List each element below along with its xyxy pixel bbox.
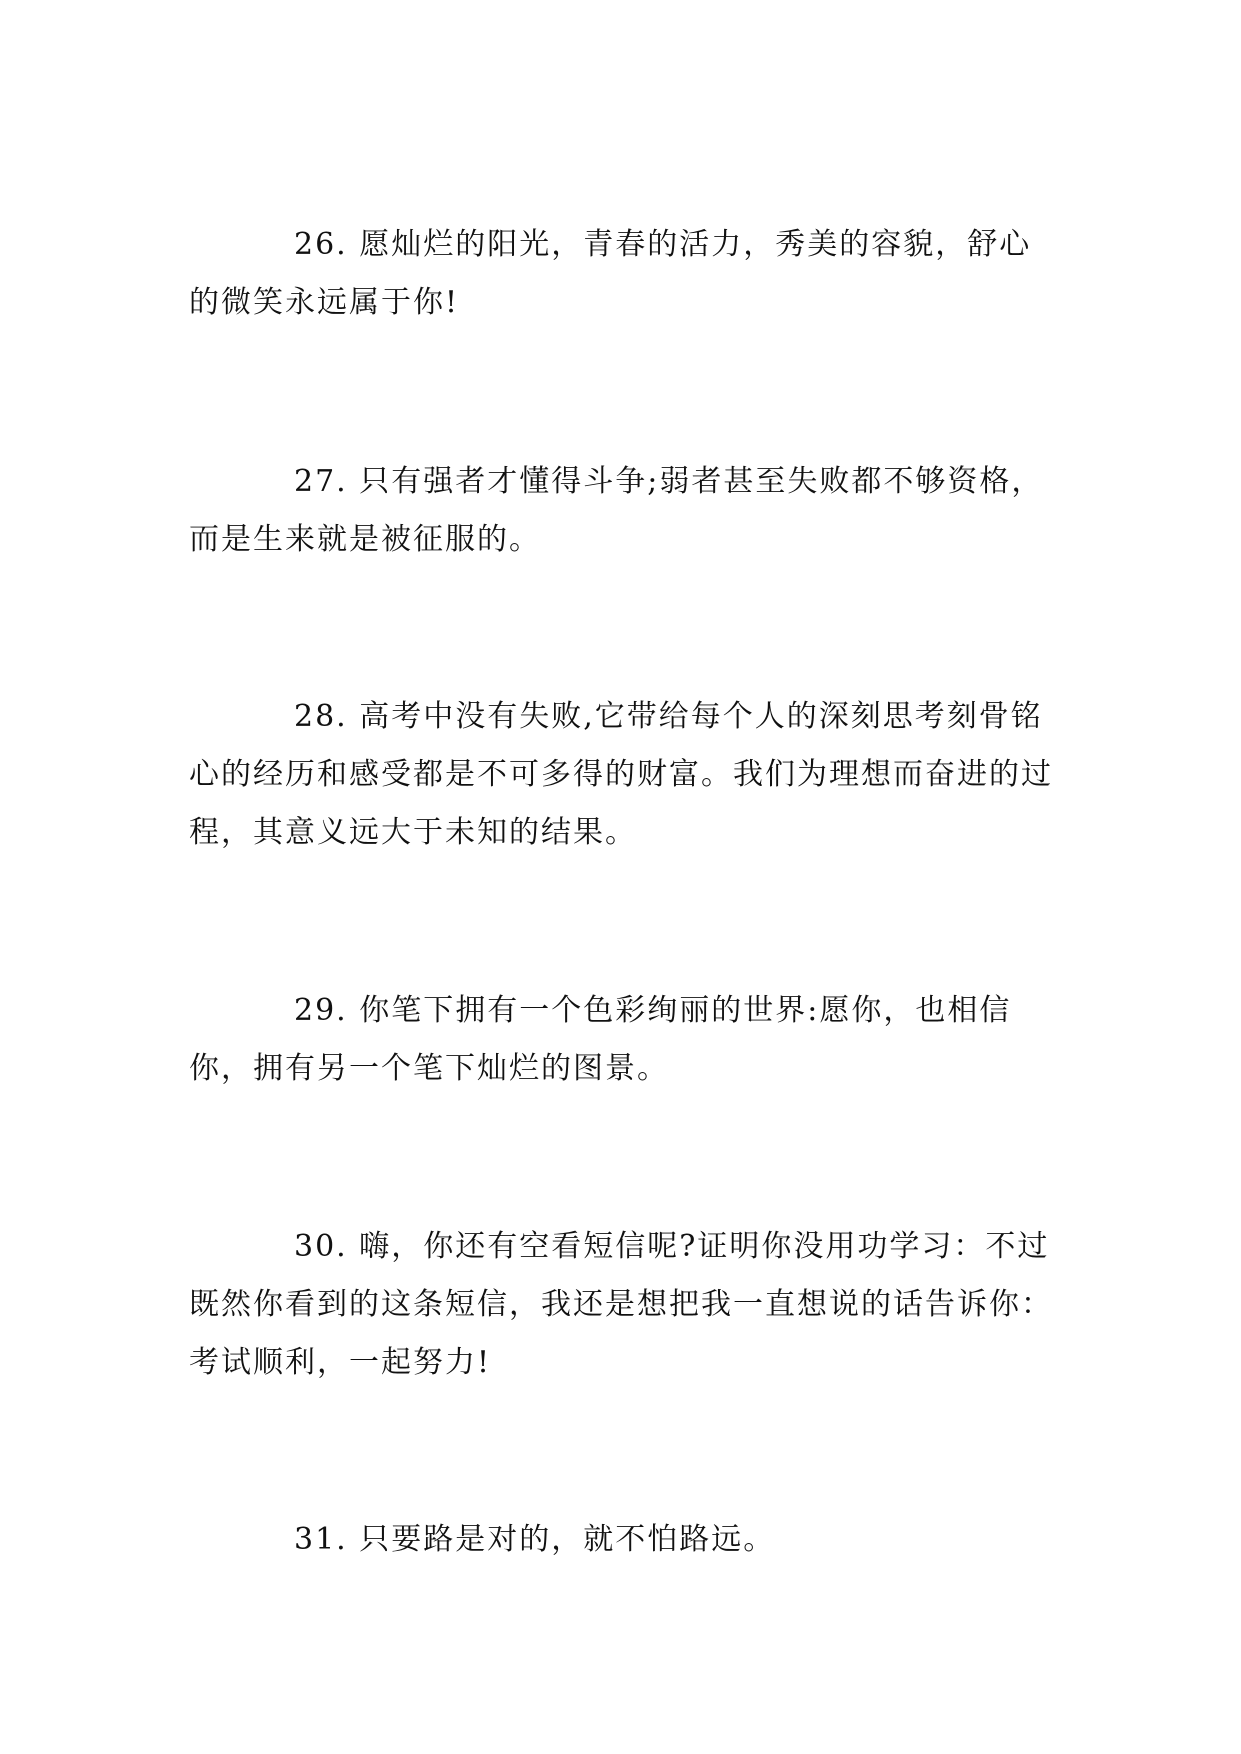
paragraph-26: 26. 愿灿烂的阳光，青春的活力，秀美的容貌，舒心的微笑永远属于你! [189, 227, 1032, 320]
paragraph-27: 27. 只有强者才懂得斗争;弱者甚至失败都不够资格，而是生来就是被征服的。 [189, 464, 1044, 557]
paragraph-29: 29. 你笔下拥有一个色彩绚丽的世界:愿你，也相信你，拥有另一个笔下灿烂的图景。 [189, 993, 1012, 1086]
paragraph-31: 31. 只要路是对的，就不怕路远。 [294, 1522, 776, 1557]
paragraph-30: 30. 嗨，你还有空看短信呢?证明你没用功学习：不过既然你看到的这条短信，我还是想把我一直想说的话告诉你：考试顺利，一起努力! [189, 1229, 1053, 1380]
paragraph-28: 28. 高考中没有失败,它带给每个人的深刻思考刻骨铭心的经历和感受都是不可多得的财富。我们为理想而奋进的过程，其意义远大于未知的结果。 [189, 699, 1053, 850]
